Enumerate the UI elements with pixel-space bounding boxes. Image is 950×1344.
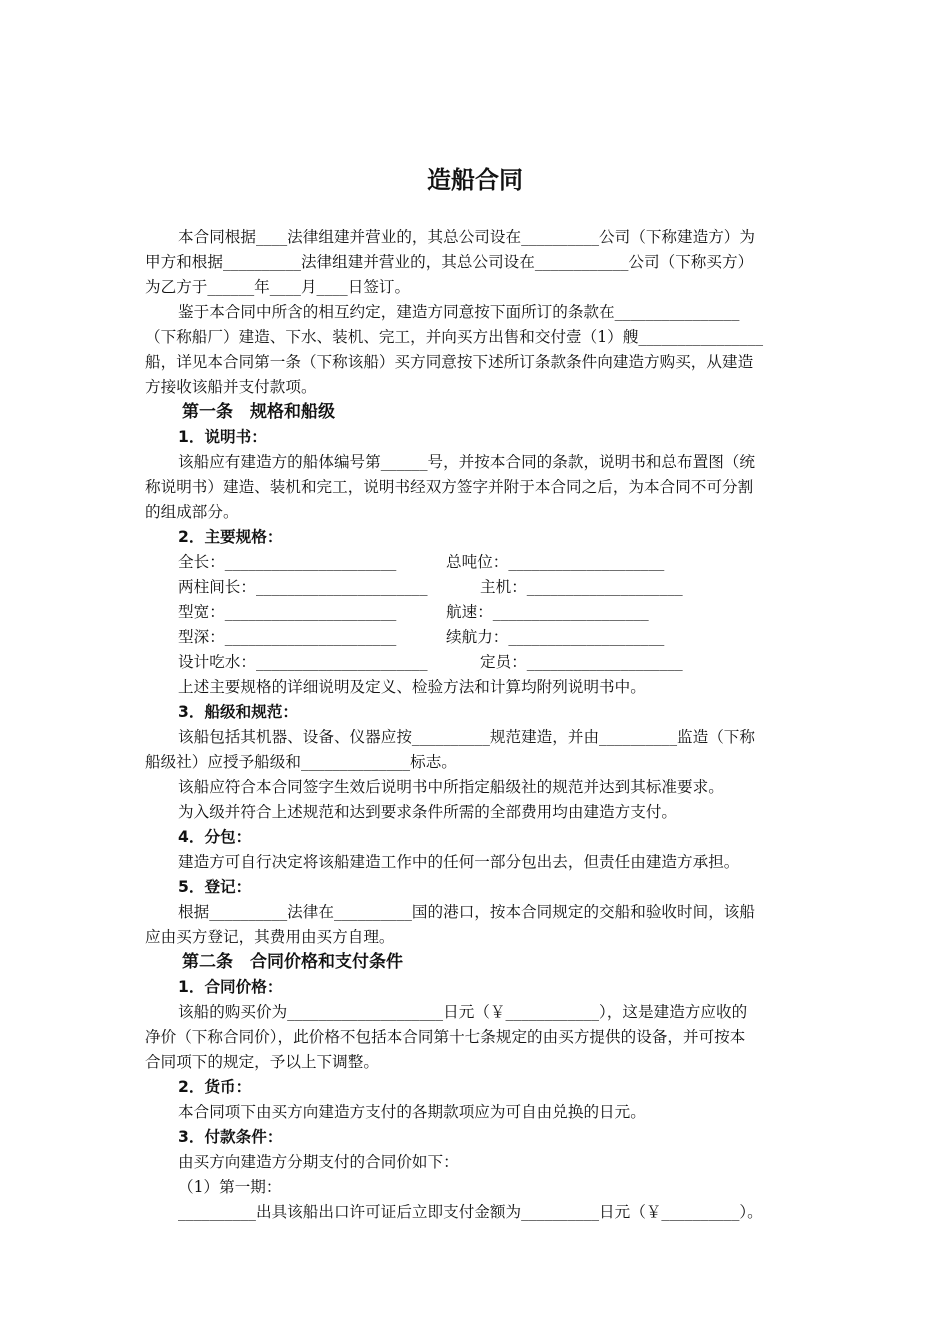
section-heading: 1．合同价格： [178, 978, 283, 996]
spec-field: 全长：______________________ [178, 553, 397, 571]
section-heading: 1．说明书： [178, 428, 267, 446]
spec-field: 总吨位：____________________ [446, 553, 665, 571]
paragraph-line: 应由买方登记，其费用由买方自理。 [145, 928, 395, 946]
paragraph-line: 合同项下的规定，予以上下调整。 [145, 1053, 379, 1071]
paragraph-line: 上述主要规格的详细说明及定义、检验方法和计算均附列说明书中。 [178, 678, 646, 696]
spec-field: 续航力：____________________ [446, 628, 665, 646]
intro-line: 本合同根据____法律组建并营业的，其总公司设在__________公司（下称建造方）为 [178, 228, 755, 246]
paragraph-line: 由买方向建造方分期支付的合同价如下： [178, 1153, 459, 1171]
spec-field: 两柱间长：______________________ [178, 578, 428, 596]
section-heading: 5．登记： [178, 878, 252, 896]
paragraph-line: 本合同项下由买方向建造方支付的各期款项应为可自由兑换的日元。 [178, 1103, 646, 1121]
paragraph-line: 为入级并符合上述规范和达到要求条件所需的全部费用均由建造方支付。 [178, 803, 678, 821]
intro-line: 方接收该船并支付款项。 [145, 378, 317, 396]
paragraph-line: 该船包括其机器、设备、仪器应按__________规范建造，并由__________监造（下称 [178, 728, 755, 746]
paragraph-line: 该船的购买价为____________________日元（￥____________），这是建造方应收的 [178, 1003, 748, 1021]
paragraph-line: 根据__________法律在__________国的港口，按本合同规定的交船和验收时间，该船 [178, 903, 755, 921]
paragraph-line: 船级社）应授予船级和______________标志。 [145, 753, 457, 771]
paragraph-line: 净价（下称合同价），此价格不包括本合同第十七条规定的由买方提供的设备，并可按本 [145, 1028, 746, 1046]
paragraph-line: __________出具该船出口许可证后立即支付金额为__________日元（￥__________）。 [178, 1203, 763, 1221]
paragraph-line: 建造方可自行决定将该船建造工作中的任何一部分包出去，但责任由建造方承担。 [178, 853, 740, 871]
intro-line: （下称船厂）建造、下水、装机、完工，并向买方出售和交付壹（1）艘________________ [145, 328, 764, 346]
paragraph-line: （1）第一期： [178, 1178, 282, 1196]
intro-line: 鉴于本合同中所含的相互约定，建造方同意按下面所订的条款在________________ [178, 303, 740, 321]
article-heading: 第二条 合同价格和支付条件 [182, 952, 403, 972]
paragraph-line: 的组成部分。 [145, 503, 239, 521]
spec-field: 型深：______________________ [178, 628, 397, 646]
intro-line: 为乙方于______年____月____日签订。 [145, 278, 411, 296]
intro-line: 甲方和根据__________法律组建并营业的，其总公司设在____________公司（下称买方） [145, 253, 754, 271]
section-heading: 3．船级和规范： [178, 703, 299, 721]
spec-field: 设计吃水：______________________ [178, 653, 428, 671]
section-heading: 2．主要规格： [178, 528, 283, 546]
paragraph-line: 该船应有建造方的船体编号第______号，并按本合同的条款，说明书和总布置图（统 [178, 453, 755, 471]
article-heading: 第一条 规格和船级 [182, 402, 335, 422]
paragraph-line: 称说明书）建造、装机和完工，说明书经双方签字并附于本合同之后，为本合同不可分割 [145, 478, 754, 496]
intro-line: 船，详见本合同第一条（下称该船）买方同意按下述所订条款条件向建造方购买，从建造 [145, 353, 754, 371]
section-heading: 3．付款条件： [178, 1128, 283, 1146]
spec-field: 航速：____________________ [446, 603, 649, 621]
spec-field: 型宽：______________________ [178, 603, 397, 621]
spec-field: 主机：____________________ [480, 578, 683, 596]
section-heading: 4．分包： [178, 828, 252, 846]
spec-field: 定员：____________________ [480, 653, 683, 671]
paragraph-line: 该船应符合本合同签字生效后说明书中所指定船级社的规范并达到其标准要求。 [178, 778, 724, 796]
document-title: 造船合同 [427, 166, 523, 194]
section-heading: 2．货币： [178, 1078, 252, 1096]
